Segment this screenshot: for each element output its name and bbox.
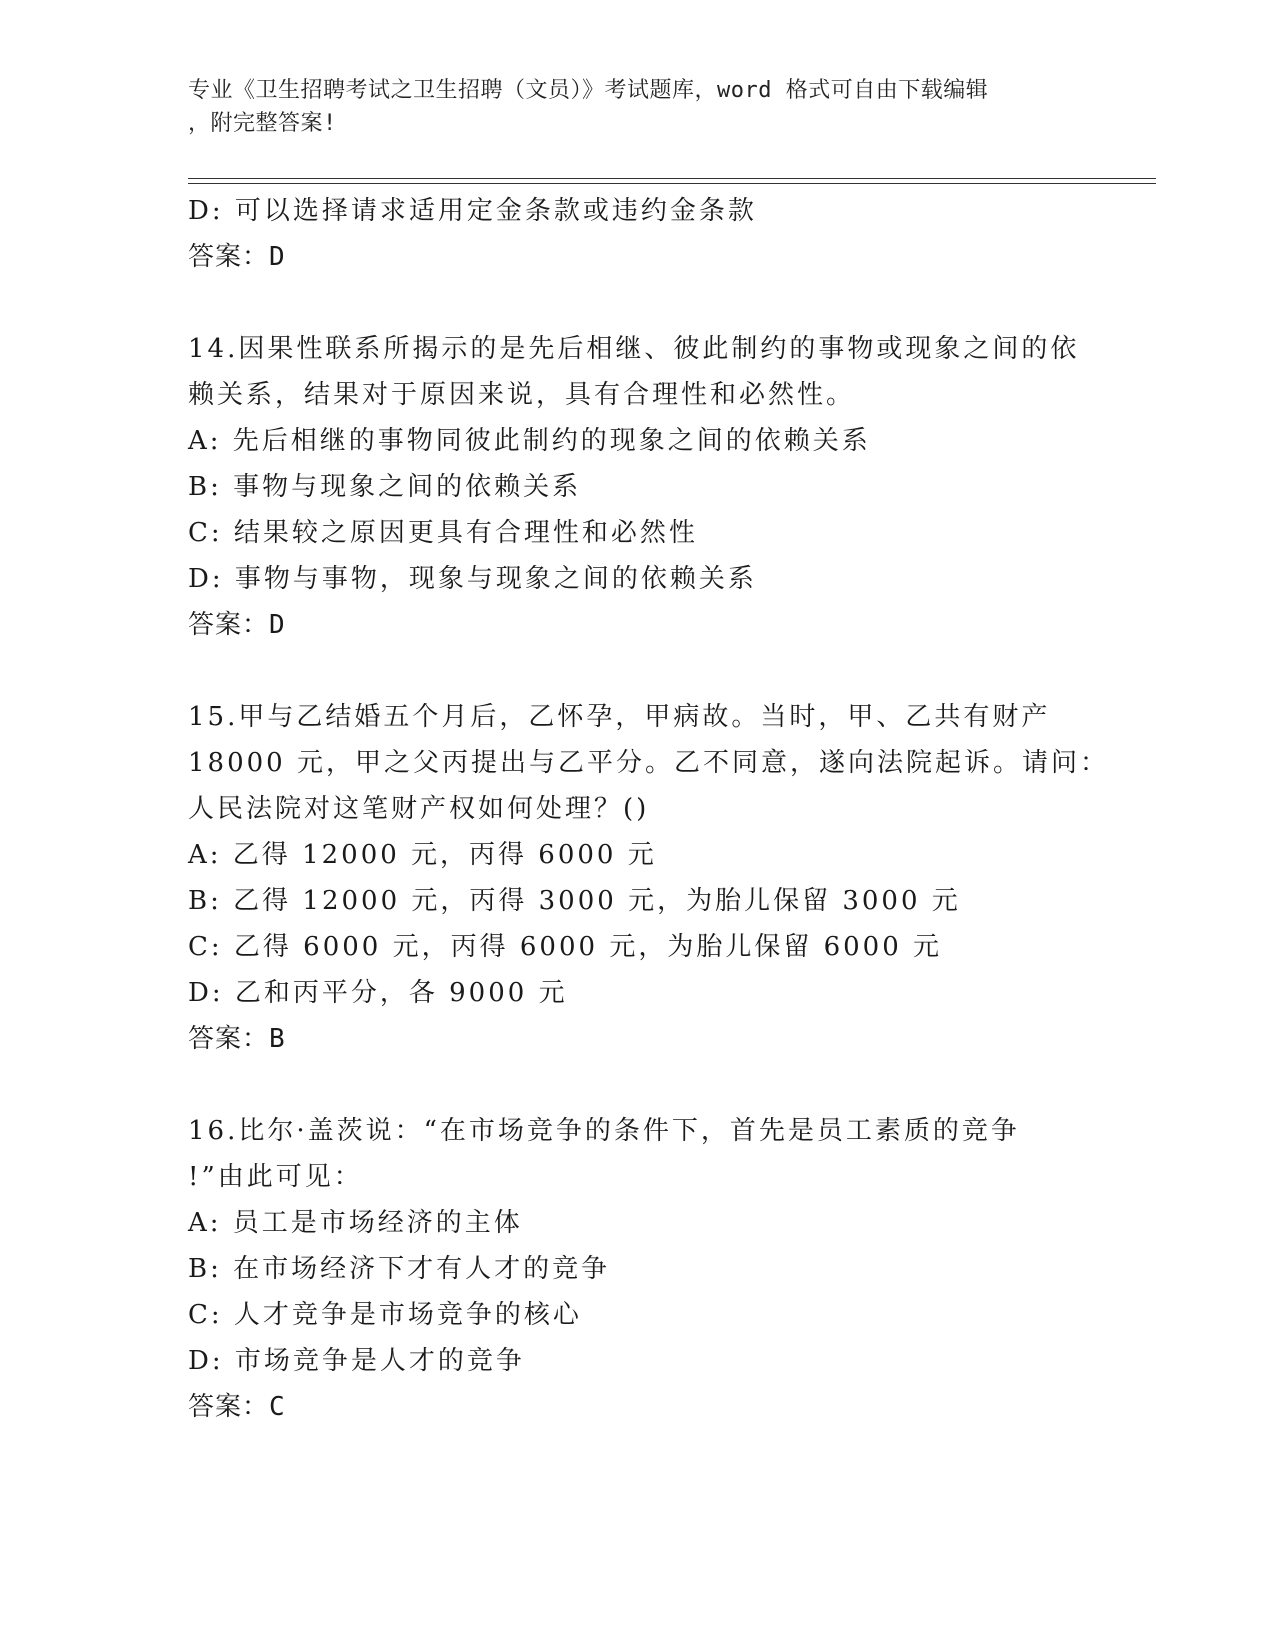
answer-line (188, 1016, 1088, 1062)
answer-line (188, 602, 1088, 648)
answer-value: D (269, 242, 286, 272)
question-stem (188, 1108, 1088, 1200)
option-d: D: 市场竞争是人才的竞争 (188, 1346, 525, 1376)
spacer (188, 280, 1088, 326)
stem-line: 人民法院对这笔财产权如何处理？() (188, 794, 650, 824)
stem-line: !”由此可见： (188, 1162, 363, 1192)
document-body (188, 188, 1109, 1430)
question-15 (188, 694, 1109, 1062)
spacer (188, 648, 1088, 694)
document-header (188, 74, 1068, 140)
stem-line: 18000 元，甲之父丙提出与乙平分。乙不同意，遂向法院起诉。请问： (188, 748, 1109, 778)
stem-line: 赖关系，结果对于原因来说，具有合理性和必然性。 (188, 380, 856, 410)
question-16 (188, 1108, 1088, 1430)
answer-label: 答案： (188, 610, 270, 640)
option-a: A: 乙得 12000 元，丙得 6000 元 (188, 840, 657, 870)
stem-line: 16.比尔·盖茨说：“在市场竞争的条件下，首先是员工素质的竞争 (188, 1116, 1020, 1146)
option-d: D: 可以选择请求适用定金条款或违约金条款 (188, 196, 757, 226)
option-c: C: 乙得 6000 元，丙得 6000 元，为胎儿保留 6000 元 (188, 932, 943, 962)
header-line-1: 专业《卫生招聘考试之卫生招聘（文员）》考试题库，word 格式可自由下载编辑 (188, 78, 989, 103)
question-14 (188, 326, 1088, 648)
option-b: B: 乙得 12000 元，丙得 3000 元，为胎儿保留 3000 元 (188, 886, 961, 916)
option-c: C: 人才竞争是市场竞争的核心 (188, 1300, 582, 1330)
header-rule-top (188, 178, 1156, 179)
answer-label: 答案： (188, 1024, 270, 1054)
answer-line (188, 234, 1088, 280)
option-d: D: 事物与事物，现象与现象之间的依赖关系 (188, 564, 757, 594)
answer-label: 答案： (188, 242, 270, 272)
option-c: C: 结果较之原因更具有合理性和必然性 (188, 518, 698, 548)
stem-line: 15.甲与乙结婚五个月后，乙怀孕，甲病故。当时，甲、乙共有财产 (188, 702, 1051, 732)
spacer (188, 1062, 1088, 1108)
stem-line: 14.因果性联系所揭示的是先后相继、彼此制约的事物或现象之间的依 (188, 334, 1080, 364)
answer-value: B (269, 1024, 286, 1054)
question-stem (188, 326, 1088, 418)
answer-value: C (269, 1392, 286, 1422)
option-a: A: 员工是市场经济的主体 (188, 1208, 523, 1238)
answer-line (188, 1384, 1088, 1430)
option-d: D: 乙和丙平分，各 9000 元 (188, 978, 568, 1008)
option-a: A: 先后相继的事物同彼此制约的现象之间的依赖关系 (188, 426, 871, 456)
answer-value: D (269, 610, 286, 640)
question-stem (188, 694, 1109, 832)
header-line-2: ，附完整答案! (188, 111, 337, 136)
header-rule-bottom (188, 183, 1156, 184)
option-b: B: 在市场经济下才有人才的竞争 (188, 1254, 611, 1284)
option-b: B: 事物与现象之间的依赖关系 (188, 472, 582, 502)
answer-label: 答案： (188, 1392, 270, 1422)
previous-question-tail (188, 188, 1088, 280)
